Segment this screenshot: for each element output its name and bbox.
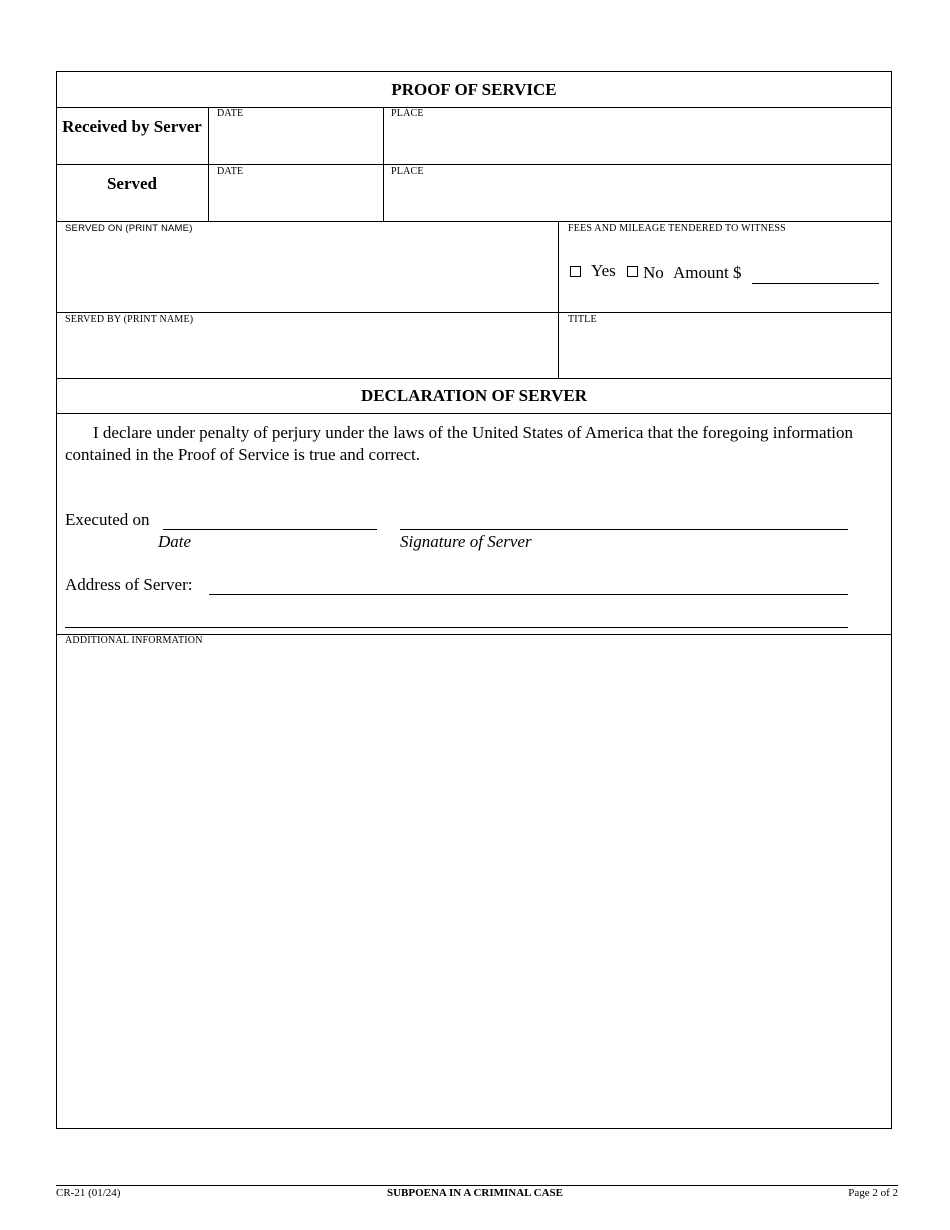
declaration-title: DECLARATION OF SERVER xyxy=(360,386,588,405)
divider-line xyxy=(56,413,892,414)
date-caption: Date xyxy=(158,532,192,551)
served-date-field[interactable] xyxy=(210,178,382,221)
served-label: Served xyxy=(106,174,158,193)
executed-date-line[interactable] xyxy=(163,529,377,530)
divider-line xyxy=(56,312,892,313)
served-place-field[interactable] xyxy=(385,178,891,221)
divider-line xyxy=(56,107,892,108)
no-label: No xyxy=(643,263,664,282)
served-place-label: PLACE xyxy=(391,166,424,177)
fees-label: FEES AND MILEAGE TENDERED TO WITNESS xyxy=(568,223,786,234)
additional-info-field[interactable] xyxy=(58,650,890,1126)
yes-label: Yes xyxy=(591,261,616,280)
form-title: SUBPOENA IN A CRIMINAL CASE xyxy=(386,1187,564,1199)
footer-rule xyxy=(56,1185,898,1186)
no-checkbox[interactable] xyxy=(627,266,638,277)
received-date-label: DATE xyxy=(217,108,244,119)
received-by-server-label: Received by Server xyxy=(62,117,202,136)
received-place-label: PLACE xyxy=(391,108,424,119)
received-place-field[interactable] xyxy=(385,120,891,164)
title-label: TITLE xyxy=(568,314,597,325)
amount-input-line[interactable] xyxy=(752,283,879,284)
divider-line xyxy=(558,221,559,378)
amount-label: Amount $ xyxy=(673,263,742,282)
executed-on-label: Executed on xyxy=(65,510,150,529)
address-label: Address of Server: xyxy=(65,575,193,594)
divider-line xyxy=(56,164,892,165)
served-on-label: SERVED ON (PRINT NAME) xyxy=(65,223,193,234)
served-date-label: DATE xyxy=(217,166,244,177)
title-field[interactable] xyxy=(561,327,891,377)
page-number: Page 2 of 2 xyxy=(848,1187,898,1199)
served-by-label: SERVED BY (PRINT NAME) xyxy=(65,314,194,325)
divider-line xyxy=(56,378,892,379)
declaration-statement: I declare under penalty of perjury under the laws of the United States of America that the foregoing information contained in the Proof of Service is true and correct. xyxy=(65,423,854,464)
form-id: CR-21 (01/24) xyxy=(56,1187,121,1199)
served-on-field[interactable] xyxy=(58,236,556,311)
proof-of-service-title: PROOF OF SERVICE xyxy=(391,80,557,99)
signature-caption: Signature of Server xyxy=(400,532,532,551)
yes-checkbox[interactable] xyxy=(570,266,581,277)
additional-info-label: ADDITIONAL INFORMATION xyxy=(65,635,203,646)
signature-line[interactable] xyxy=(400,529,848,530)
address-line-2[interactable] xyxy=(65,627,848,628)
address-line-1[interactable] xyxy=(209,594,848,595)
received-date-field[interactable] xyxy=(210,120,382,164)
served-by-field[interactable] xyxy=(58,327,556,377)
divider-line xyxy=(56,221,892,222)
